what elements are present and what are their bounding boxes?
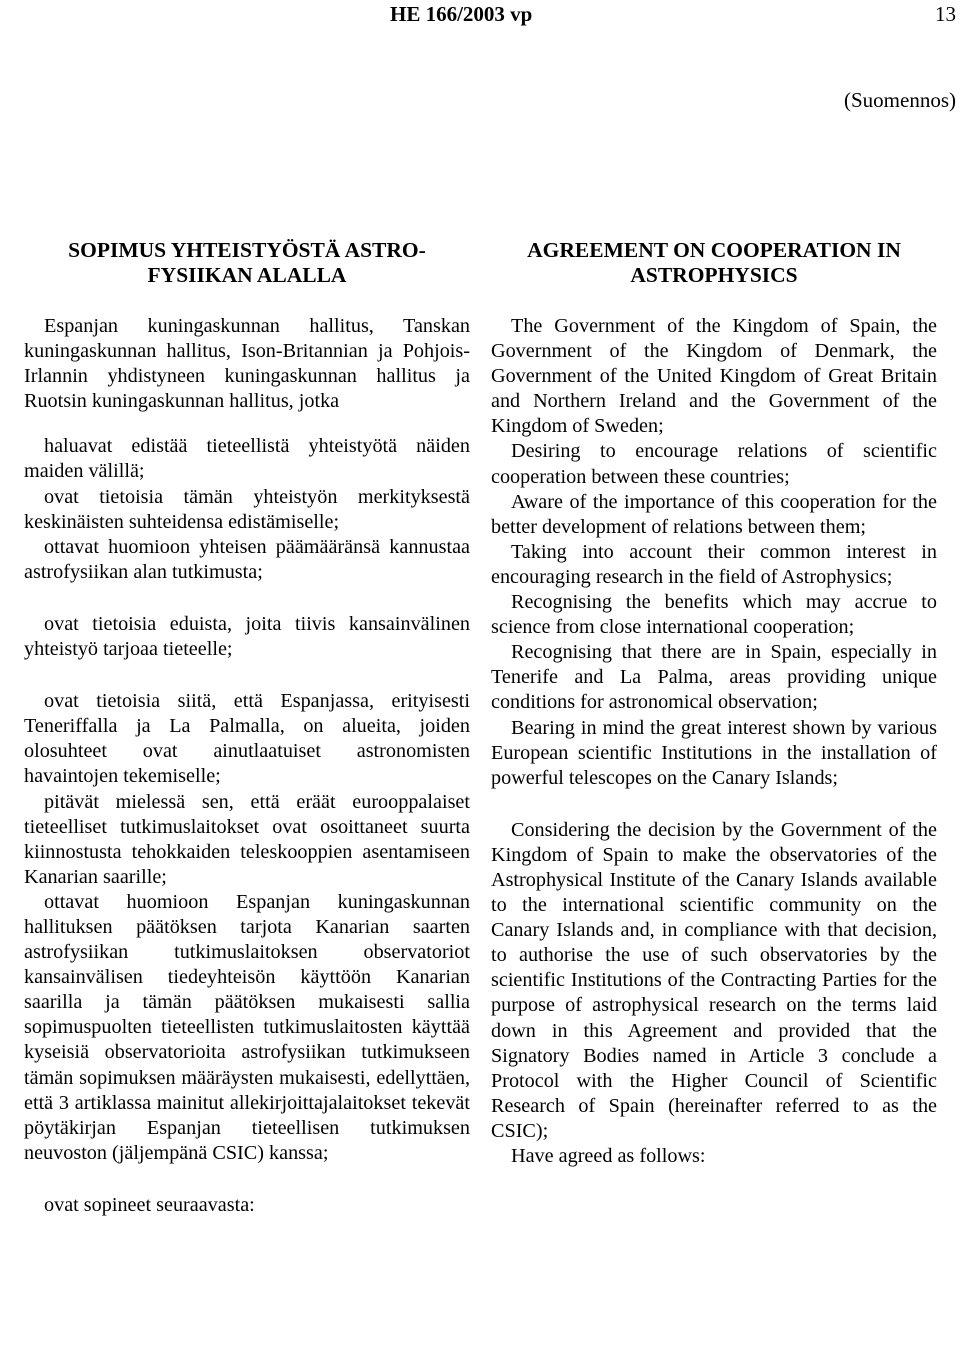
english-paragraph: Bearing in mind the great interest shown by various European scientific Institutions in the installation of powerful telescopes on the Canary Islands; xyxy=(491,716,937,789)
english-paragraph: Have agreed as follows: xyxy=(511,1145,706,1167)
english-paragraph: Desiring to encourage relations of scientific cooperation between these countries; xyxy=(491,440,937,488)
english-paragraph: Recognising that there are in Spain, especially in Tenerife and La Palma, areas providing unique conditions for astronomical observation; xyxy=(491,641,937,714)
translation-note: (Suomennos) xyxy=(844,88,956,112)
finnish-paragraph: ottavat huomioon yhteisen päämääränsä kannustaa astrofysiikan alan tutkimusta; xyxy=(24,535,470,583)
english-paragraph: Taking into account their common interest in encouraging research in the field of Astrophysics; xyxy=(491,540,937,588)
finnish-column xyxy=(24,238,470,1218)
english-paragraph: Considering the decision by the Government of the Kingdom of Spain to make the observatories of the Astrophysical Institute of the Canary Islands available to the international scientific community on the Canary Islands and, in compliance with that decision, to authorise the use of such observatories by the scientific Institutions of the Contracting Parties for the purpose of astrophysical research on the terms laid down in this Agreement and provided that the Signatory Bodies named in Article 3 conclude a Protocol with the Higher Council of Scientific Research of Spain (hereinafter referred to as the CSIC); xyxy=(491,818,937,1142)
finnish-paragraph: ottavat huomioon Espanjan kuningaskunnan hallituksen päätöksen tarjota Kanarian saarten astrofysiikan tutkimuslaitoksen observatoriot kansainvälisen tiedeyhteisön käyttöön Kanarian saarilla ja tämän päätöksen mukaisesti sallia sopimuspuolten tieteellisten tutkimuslaitosten käyttää kyseisiä observatorioita astrofysiikan tutkimukseen tämän sopimuksen määräysten mukaisesti, edellyttäen, että 3 artiklassa mainitut allekirjoittajalaitokset tekevät pöytäkirjan Espanjan tieteellisen tutkimuksen neuvoston (jäljempänä CSIC) kanssa; xyxy=(24,890,470,1164)
english-paragraph: The Government of the Kingdom of Spain, the Government of the Kingdom of Denmark, the Government of the United Kingdom of Great Britain and Northern Ireland and the Government of the Kingdom of Sweden; xyxy=(491,315,937,438)
english-paragraph: Recognising the benefits which may accrue to science from close international cooperation; xyxy=(491,591,937,639)
english-paragraph: Aware of the importance of this cooperation for the better development of relations between them; xyxy=(491,490,937,538)
running-head: HE 166/2003 vp xyxy=(390,2,533,26)
finnish-paragraph: ovat tietoisia tämän yhteistyön merkityksestä keskinäisten suhteidensa edistämiselle; xyxy=(24,485,470,533)
finnish-title: SOPIMUS YHTEISTYÖSTÄ ASTRO-FYSIIKAN ALALLA xyxy=(68,238,426,287)
page-number: 13 xyxy=(935,2,956,26)
finnish-paragraph: haluavat edistää tieteellistä yhteistyötä näiden maiden välillä; xyxy=(24,435,470,483)
finnish-paragraph: Espanjan kuningaskunnan hallitus, Tanskan kuningaskunnan hallitus, Ison-Britannian ja Pohjois-Irlannin yhdistyneen kuningaskunnan hallitus ja Ruotsin kuningaskunnan hallitus, jotka xyxy=(24,315,470,413)
finnish-paragraph: ovat sopineet seuraavasta: xyxy=(44,1193,255,1216)
finnish-paragraph: pitävät mielessä sen, että eräät eurooppalaiset tieteelliset tutkimuslaitokset ovat osoittaneet suurta kiinnostusta tehokkaiden teleskooppien asentamiseen Kanarian saarille; xyxy=(24,790,470,888)
english-column xyxy=(491,238,937,1169)
finnish-paragraph: ovat tietoisia siitä, että Espanjassa, erityisesti Teneriffalla ja La Palmalla, on alueita, joiden olosuhteet ovat ainutlaatuiset astronomisten havaintojen tekemiselle; xyxy=(24,690,470,788)
finnish-paragraph: ovat tietoisia eduista, joita tiivis kansainvälinen yhteistyö tarjoaa tieteelle; xyxy=(24,612,470,661)
english-title: AGREEMENT ON COOPERATION IN ASTROPHYSICS xyxy=(527,238,901,287)
